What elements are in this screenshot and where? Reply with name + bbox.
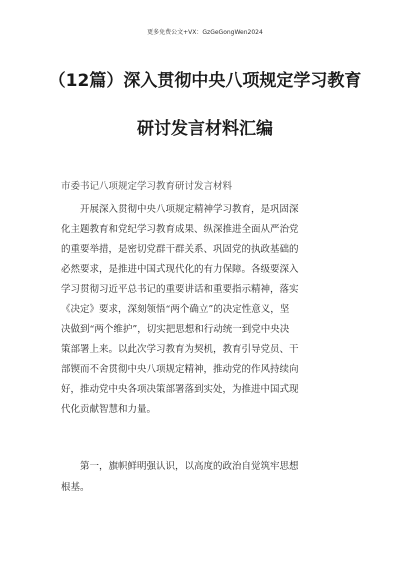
paragraph-1-line: 学习贯彻习近平总书记的重要讲话和重要指示精神，落实 <box>61 284 299 295</box>
paragraph-1-line: 部锲而不舍贯彻中央八项规定精神，推动党的作风持续向 <box>61 364 299 375</box>
paragraph-1-line: 化主题教育和党纪学习教育成果、纵深推进全面从严治党 <box>61 224 299 235</box>
paragraph-1-line: 好，推动党中央各项决策部署落到实处，为推进中国式现 <box>61 384 299 395</box>
paragraph-1-line: 代化贡献智慧和力量。 <box>61 404 157 415</box>
paragraph-1-line: 《决定》要求，深刻领悟“两个确立”的决定性意义，坚 <box>61 304 290 315</box>
document-title-line-2: 研讨发言材料汇编 <box>137 119 273 139</box>
paragraph-1-line: 策部署上来。以此次学习教育为契机，教育引导党员、干 <box>61 344 299 355</box>
paragraph-2-line: 第一，旗帜鲜明强认识，以高度的政治自觉筑牢思想 <box>80 461 299 472</box>
paragraph-1-line: 开展深入贯彻中央八项规定精神学习教育，是巩固深 <box>80 204 299 215</box>
paragraph-1-line: 的重要举措，是密切党群干群关系、巩固党的执政基础的 <box>61 244 299 255</box>
paragraph-2-line: 根基。 <box>61 482 90 493</box>
document-title-line-1: （12篇）深入贯彻中央八项规定学习教育 <box>48 71 362 91</box>
paragraph-1-line: 必然要求，是推进中国式现代化的有力保障。各级要深入 <box>61 264 299 275</box>
paragraph-1-line: 决做到“两个维护”，切实把思想和行动统一到党中央决 <box>61 324 290 335</box>
header-note: 更多免费公文+VX：GzGeGongWen2024 <box>147 29 263 36</box>
section-subheading: 市委书记八项规定学习教育研讨发言材料 <box>61 181 233 192</box>
